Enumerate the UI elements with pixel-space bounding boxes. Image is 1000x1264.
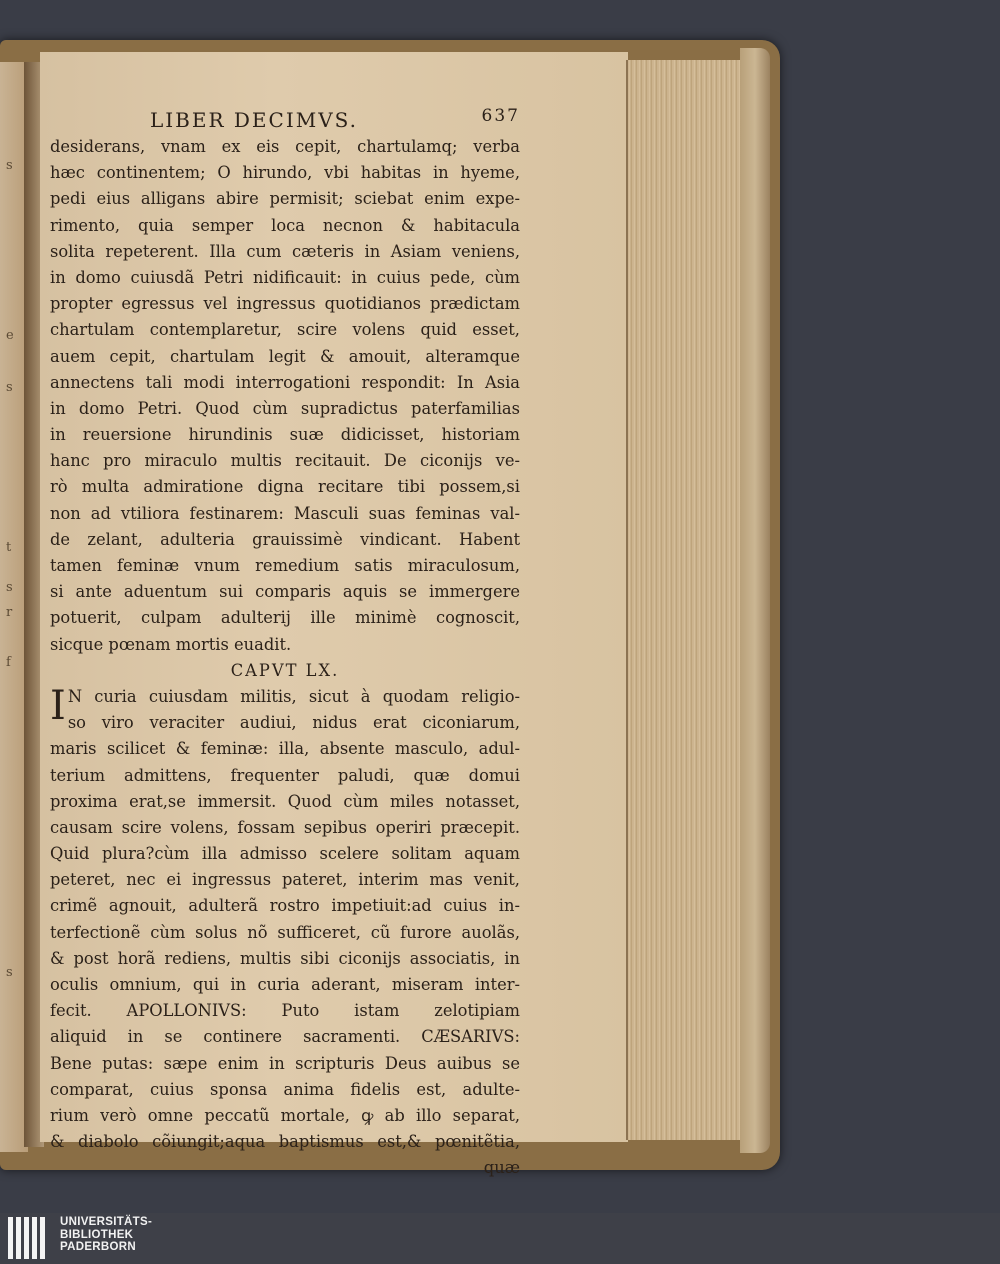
library-logo-icon — [8, 1217, 52, 1259]
text-line: aliquid in se continere sacramenti. CÆSARIVS: — [50, 1027, 520, 1047]
text-line: annectens tali modi interrogationi respondit: In Asia — [50, 372, 520, 392]
text-line: Quid plura?cùm illa admisso scelere solitam aquam — [50, 844, 520, 864]
text-line: crimẽ agnouit, adulterã rostro impetiuit:ad cuius in- — [50, 896, 520, 916]
text-line: maris scilicet & feminæ: illa, absente masculo, adul- — [50, 739, 520, 759]
text-line: terium admittens, frequenter paludi, quæ domui — [50, 765, 520, 785]
text-line: tamen feminæ vnum remedium satis miraculosum, — [50, 556, 520, 575]
text-line: de zelant, adulteria grauissimè vindicant. Habent — [50, 529, 520, 549]
margin-fragment: s — [6, 380, 13, 395]
text-line: & diabolo cõiungit;aqua baptismus est,& pœnitẽtia, — [50, 1132, 520, 1152]
text-line: peteret, nec ei ingressus pateret, interim mas venit, — [50, 870, 520, 890]
margin-fragment: t — [6, 540, 12, 555]
margin-fragment: r — [6, 605, 13, 620]
text-line: sicque pœnam mortis euadit. — [50, 634, 292, 654]
text-line: desiderans, vnam ex eis cepit, chartulamq; verba — [50, 137, 520, 156]
text-line: chartulam contemplaretur, scire volens quid esset, — [50, 320, 520, 340]
chapter-text-block — [50, 684, 520, 1155]
text-line: potuerit, culpam adulterij ille minimè cognoscit, — [50, 608, 520, 628]
text-line: non ad vtiliora festinarem: Masculi suas feminas val- — [50, 503, 520, 523]
text-line: in domo cuiusdã Petri nidificauit: in cuius pede, cùm — [50, 267, 520, 287]
text-line: hæc continentem; O hirundo, vbi habitas in hyeme, — [50, 163, 520, 183]
logo-line: BIBLIOTHEK — [60, 1228, 134, 1241]
margin-fragment: s — [6, 580, 13, 595]
page-body — [50, 134, 520, 1182]
text-line: propter egressus vel ingressus quotidianos prædictam — [50, 294, 520, 314]
book-fore-edge-cover — [740, 48, 770, 1153]
text-line: pedi eius alligans abire permisit; sciebat enim expe- — [50, 189, 520, 209]
text-line: so viro veraciter audiui, nidus erat ciconiarum, — [67, 713, 520, 733]
text-line: N curia cuiusdam militis, sicut à quodam religio- — [67, 686, 520, 706]
margin-fragment: s — [6, 965, 13, 980]
text-line: in reuersione hirundinis suæ didicisset, historiam — [50, 425, 520, 445]
text-line: oculis omnium, qui in curia aderant, miseram inter- — [50, 975, 520, 994]
margin-fragment: s — [6, 158, 13, 173]
logo-line: PADERBORN — [60, 1241, 136, 1253]
text-line: Bene putas: sæpe enim in scripturis Deus auibus se — [50, 1053, 520, 1073]
text-line: fecit. APOLLONIVS: Puto istam zelotipiam — [50, 1001, 520, 1021]
chapter-heading: CAPVT LX. — [230, 660, 340, 680]
text-line: rium verò omne peccatũ mortale, ꝙ ab illo separat, — [50, 1105, 520, 1125]
running-head-title: LIBER DECIMVS. — [150, 108, 358, 132]
text-line: solita repeterent. Illa cum cæteris in Asiam veniens, — [50, 241, 520, 261]
logo-line: UNIVERSITÄTS- — [60, 1216, 153, 1228]
text-line: & post horã rediens, multis sibi ciconijs associatis, in — [50, 948, 520, 968]
drop-capital: I — [50, 682, 66, 729]
page-block-edges — [626, 60, 744, 1140]
chapter-body — [50, 684, 520, 1155]
text-line: rimento, quia semper loca necnon & habitacula — [50, 215, 520, 235]
page-number: 637 — [481, 106, 520, 126]
text-block — [50, 134, 520, 658]
text-line: auem cepit, chartulam legit & amouit, alteramque — [50, 346, 520, 366]
library-logo-text — [60, 1216, 152, 1254]
text-line: hanc pro miraculo multis recitauit. De ciconijs ve- — [50, 451, 520, 471]
footer-bar — [0, 1213, 1000, 1264]
text-line: rò multa admiratione digna recitare tibi possem,si — [50, 477, 520, 497]
text-line: proxima erat,se immersit. Quod cùm miles notasset, — [50, 791, 520, 811]
margin-fragment: e — [6, 328, 14, 343]
margin-fragment: f — [6, 655, 11, 670]
text-line: si ante aduentum sui comparis aquis se immergere — [50, 582, 520, 602]
text-line: comparat, cuius sponsa anima fidelis est, adulte- — [50, 1079, 520, 1099]
text-line: causam scire volens, fossam sepibus operiri præcepit. — [50, 817, 520, 837]
catchword: quæ — [483, 1158, 520, 1178]
text-line: terfectionẽ cùm solus nõ sufficeret, cũ furore auolãs, — [50, 922, 520, 942]
text-line: in domo Petri. Quod cùm supradictus paterfamilias — [50, 398, 520, 418]
